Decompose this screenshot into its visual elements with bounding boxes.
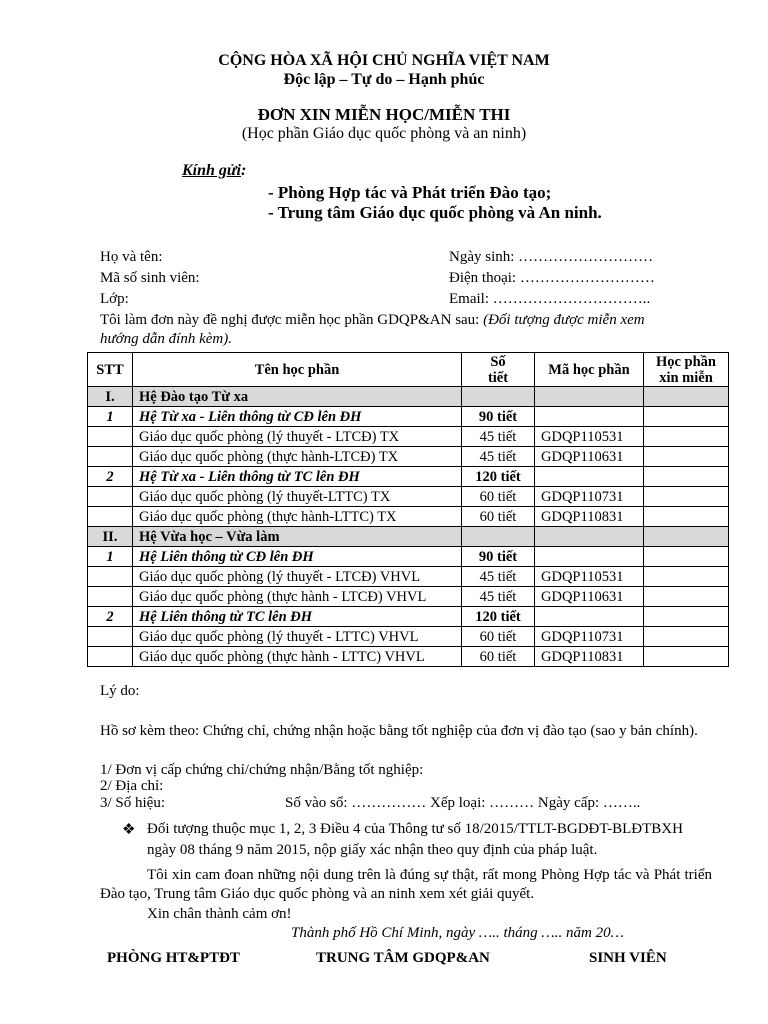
course-rows <box>88 387 729 667</box>
row-exempt-checkbox[interactable] <box>644 447 729 467</box>
header-exempt-2: xin miễn <box>659 369 713 386</box>
row-course-code: GDQP110731 <box>535 627 644 647</box>
reason-label: Lý do: <box>100 683 140 699</box>
row-exempt-checkbox <box>644 607 729 627</box>
attached-item-2: 2/ Địa chỉ: <box>100 778 164 794</box>
row-course-name: Hệ Liên thông từ TC lên ĐH <box>133 607 462 627</box>
row-periods: 60 tiết <box>462 487 535 507</box>
row-stt <box>88 567 133 587</box>
row-periods: 60 tiết <box>462 507 535 527</box>
request-note: (Đối tượng được miễn xem <box>483 312 645 328</box>
student-id-field-label: Mã số sinh viên: <box>100 270 200 286</box>
diamond-bullet-icon: ❖ <box>122 822 136 838</box>
bullet-line-2: ngày 08 tháng 9 năm 2015, nộp giấy xác nhận theo quy định của pháp luật. <box>147 842 598 858</box>
row-stt <box>88 487 133 507</box>
row-course-name: Giáo dục quốc phòng (lý thuyết - LTCĐ) TX <box>133 427 462 447</box>
row-course-name: Giáo dục quốc phòng (thực hành - LTTC) VHVL <box>133 647 462 667</box>
row-exempt-checkbox <box>644 387 729 407</box>
table-row <box>88 587 729 607</box>
row-course-name: Hệ Đào tạo Từ xa <box>133 387 462 407</box>
header-exempt <box>644 353 729 387</box>
row-course-code <box>535 527 644 547</box>
row-course-code: GDQP110631 <box>535 587 644 607</box>
row-exempt-checkbox[interactable] <box>644 507 729 527</box>
row-course-code: GDQP110531 <box>535 567 644 587</box>
table-row <box>88 507 729 527</box>
table-header-row <box>88 353 729 387</box>
table-group-row <box>88 527 729 547</box>
table-group-row <box>88 387 729 407</box>
table-row <box>88 487 729 507</box>
row-course-name: Hệ Vừa học – Vừa làm <box>133 527 462 547</box>
header-periods-1: Số <box>490 353 506 370</box>
row-exempt-checkbox[interactable] <box>644 487 729 507</box>
commitment-paragraph: Tôi xin cam đoan những nội dung trên là đúng sự thật, rất mong Phòng Hợp tác và Phát triển Đào tạo, Trung tâm Giáo dục quốc phòng và an ninh xem xét giải quyết. <box>100 867 712 902</box>
place-date: Thành phố Hồ Chí Minh, ngày ….. tháng ….. năm 20… <box>291 925 624 941</box>
form-title: ĐƠN XIN MIỄN HỌC/MIỄN THI <box>257 105 511 124</box>
row-periods: 90 tiết <box>462 547 535 567</box>
attached-item-3-details: Số vào sổ: …………… Xếp loại: ……… Ngày cấp: …….. <box>285 795 641 811</box>
row-periods <box>462 527 535 547</box>
recipient-1: - Phòng Hợp tác và Phát triển Đào tạo; <box>268 183 552 202</box>
attached-item-1: 1/ Đơn vị cấp chứng chỉ/chứng nhận/Bằng tốt nghiệp: <box>100 762 424 778</box>
table-row <box>88 427 729 447</box>
table-row <box>88 647 729 667</box>
row-exempt-checkbox[interactable] <box>644 567 729 587</box>
row-periods: 120 tiết <box>462 607 535 627</box>
recipients-label: Kính gửi <box>182 162 241 179</box>
phone-field-label: Điện thoại: ……………………… <box>449 270 655 286</box>
table-subgroup-row <box>88 407 729 427</box>
row-stt: 1 <box>88 547 133 567</box>
row-course-name: Hệ Liên thông từ CĐ lên ĐH <box>133 547 462 567</box>
header-course-code: Mã học phần <box>535 353 644 387</box>
row-course-code <box>535 387 644 407</box>
header-periods <box>462 353 535 387</box>
row-stt <box>88 627 133 647</box>
table-row <box>88 447 729 467</box>
row-stt <box>88 447 133 467</box>
table-subgroup-row <box>88 607 729 627</box>
header-course-name: Tên học phần <box>133 353 462 387</box>
class-field-label: Lớp: <box>100 291 129 307</box>
row-course-name: Hệ Từ xa - Liên thông từ CĐ lên ĐH <box>133 407 462 427</box>
row-stt <box>88 587 133 607</box>
row-course-name: Giáo dục quốc phòng (thực hành-LTCĐ) TX <box>133 447 462 467</box>
row-stt <box>88 507 133 527</box>
name-field-label: Họ và tên: <box>100 249 163 265</box>
course-table <box>87 352 729 667</box>
row-exempt-checkbox <box>644 467 729 487</box>
row-course-code: GDQP110731 <box>535 487 644 507</box>
row-exempt-checkbox <box>644 407 729 427</box>
header-exempt-1: Học phần <box>655 353 717 370</box>
request-text: Tôi làm đơn này đề nghị được miễn học phần GDQP&AN sau: <box>100 312 480 328</box>
row-course-name: Giáo dục quốc phòng (lý thuyết-LTTC) TX <box>133 487 462 507</box>
table-subgroup-row <box>88 547 729 567</box>
form-subtitle: (Học phần Giáo dục quốc phòng và an ninh) <box>241 125 527 142</box>
row-periods: 45 tiết <box>462 427 535 447</box>
motto: Độc lập – Tự do – Hạnh phúc <box>283 71 485 88</box>
table-row <box>88 567 729 587</box>
row-course-code: GDQP110531 <box>535 427 644 447</box>
recipients-colon: : <box>240 162 247 179</box>
signature-office: PHÒNG HT&PTĐT <box>107 950 240 966</box>
request-note-cont: hướng dẫn đính kèm). <box>100 331 232 347</box>
row-course-code <box>535 467 644 487</box>
attached-item-3-label: 3/ Số hiệu: <box>100 795 166 811</box>
row-periods: 45 tiết <box>462 587 535 607</box>
thanks: Xin chân thành cảm ơn! <box>147 906 292 922</box>
header-periods-2: tiết <box>487 369 509 386</box>
row-course-code: GDQP110831 <box>535 507 644 527</box>
dob-field-label: Ngày sinh: ……………………… <box>449 249 654 265</box>
row-stt <box>88 647 133 667</box>
row-exempt-checkbox[interactable] <box>644 647 729 667</box>
row-stt: II. <box>88 527 133 547</box>
row-exempt-checkbox[interactable] <box>644 587 729 607</box>
row-stt <box>88 427 133 447</box>
signature-center: TRUNG TÂM GDQP&AN <box>316 950 490 966</box>
row-course-code: GDQP110631 <box>535 447 644 467</box>
request-line <box>100 312 645 329</box>
row-stt: 2 <box>88 607 133 627</box>
row-course-name: Hệ Từ xa - Liên thông từ TC lên ĐH <box>133 467 462 487</box>
row-stt: 2 <box>88 467 133 487</box>
row-course-code: GDQP110831 <box>535 647 644 667</box>
header-stt: STT <box>88 353 133 387</box>
bullet-line-1: Đối tượng thuộc mục 1, 2, 3 Điều 4 của Thông tư số 18/2015/TTLT-BGDĐT-BLĐTBXH <box>147 821 683 837</box>
table-row <box>88 627 729 647</box>
row-course-code <box>535 547 644 567</box>
recipients-label-line <box>182 162 246 180</box>
table-subgroup-row <box>88 467 729 487</box>
row-periods: 120 tiết <box>462 467 535 487</box>
row-course-code <box>535 407 644 427</box>
row-course-name: Giáo dục quốc phòng (thực hành-LTTC) TX <box>133 507 462 527</box>
row-course-name: Giáo dục quốc phòng (thực hành - LTCĐ) VHVL <box>133 587 462 607</box>
row-stt: I. <box>88 387 133 407</box>
row-periods: 45 tiết <box>462 567 535 587</box>
row-periods: 90 tiết <box>462 407 535 427</box>
row-course-name: Giáo dục quốc phòng (lý thuyết - LTCĐ) VHVL <box>133 567 462 587</box>
row-exempt-checkbox[interactable] <box>644 627 729 647</box>
row-stt: 1 <box>88 407 133 427</box>
row-periods <box>462 387 535 407</box>
signature-student: SINH VIÊN <box>589 950 667 966</box>
row-exempt-checkbox[interactable] <box>644 427 729 447</box>
row-periods: 60 tiết <box>462 627 535 647</box>
recipient-2: - Trung tâm Giáo dục quốc phòng và An ninh. <box>268 203 602 222</box>
row-periods: 60 tiết <box>462 647 535 667</box>
attached-docs: Hồ sơ kèm theo: Chứng chỉ, chứng nhận hoặc bằng tốt nghiệp của đơn vị đào tạo (sao y bản chính). <box>100 723 698 739</box>
email-field-label: Email: ………………………….. <box>449 291 651 307</box>
row-course-name: Giáo dục quốc phòng (lý thuyết - LTTC) VHVL <box>133 627 462 647</box>
row-periods: 45 tiết <box>462 447 535 467</box>
nation-header: CỘNG HÒA XÃ HỘI CHỦ NGHĨA VIỆT NAM <box>218 52 550 69</box>
row-exempt-checkbox <box>644 527 729 547</box>
row-exempt-checkbox <box>644 547 729 567</box>
row-course-code <box>535 607 644 627</box>
